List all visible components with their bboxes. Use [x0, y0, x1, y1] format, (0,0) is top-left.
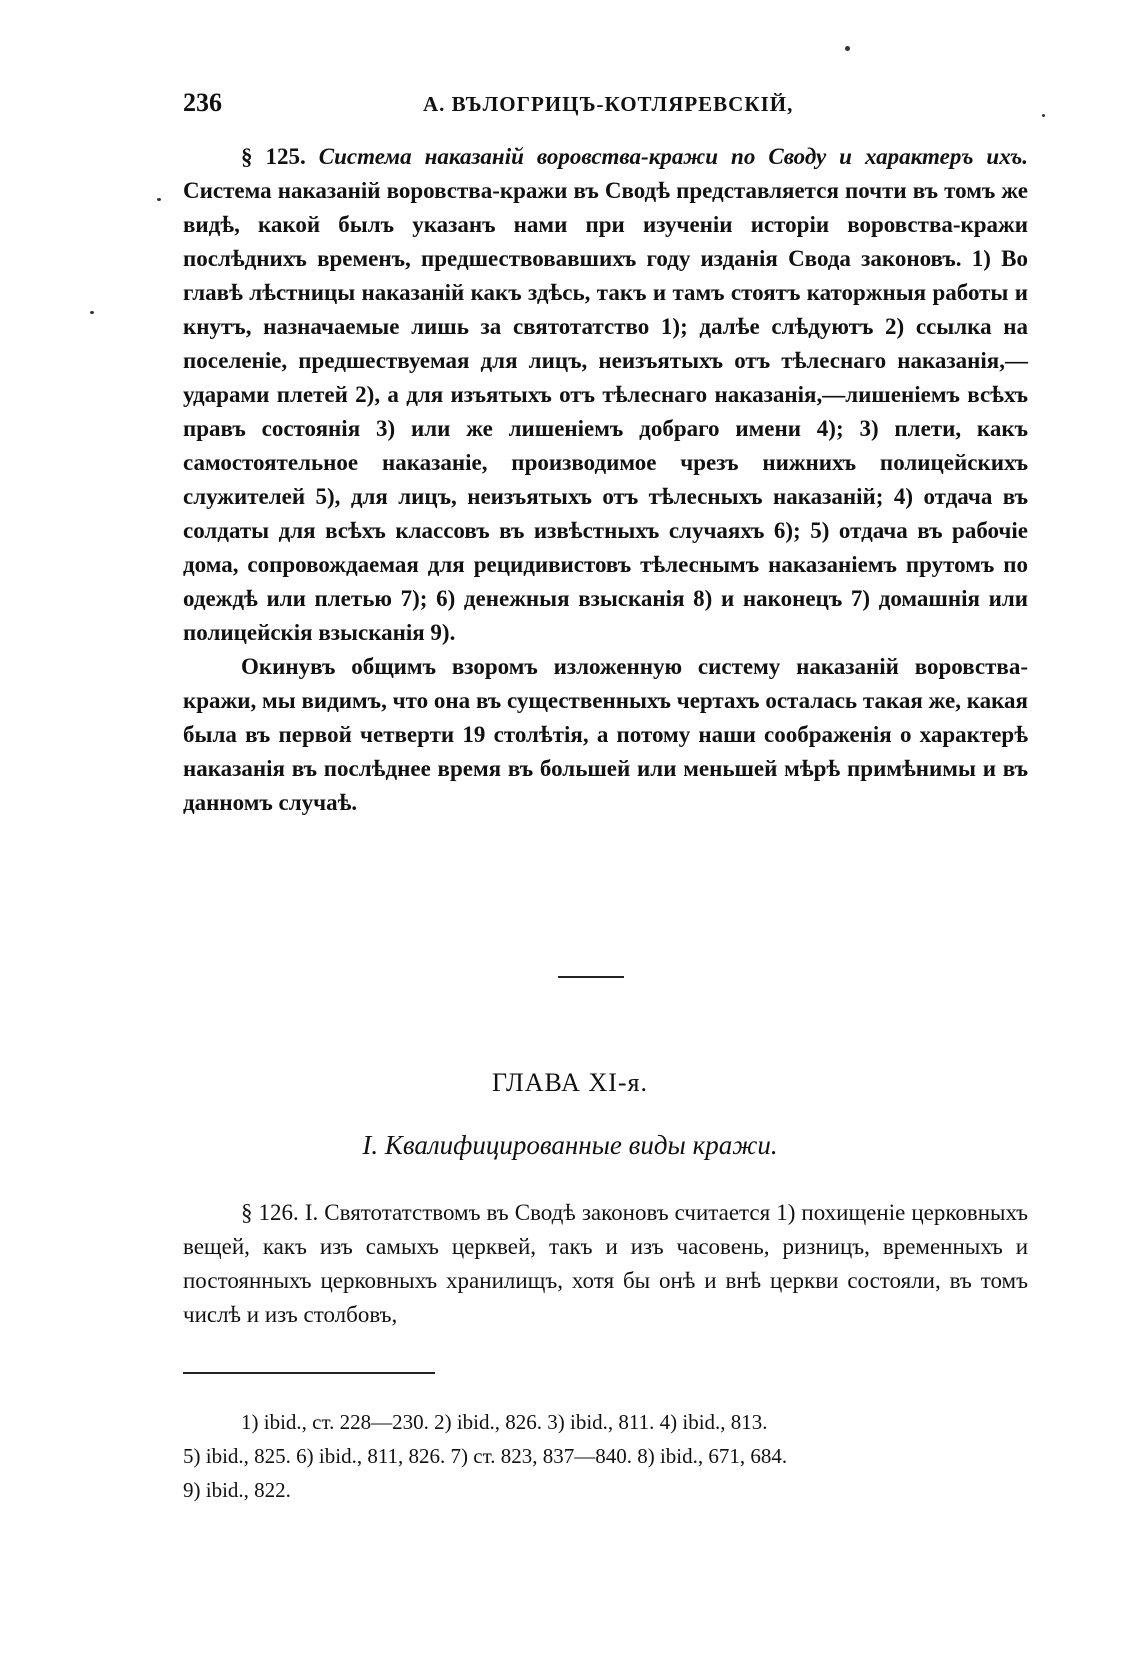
print-speck: [845, 46, 850, 51]
section-125-title: Система наказаній воровства-кражи по Своду и характеръ ихъ.: [318, 144, 1029, 169]
section-125-paragraph: [183, 140, 1028, 650]
running-head: А. ВЪЛОГРИЦЪ-КОТЛЯРЕВСКІЙ,: [423, 92, 794, 116]
print-speck: [90, 311, 94, 314]
footnote-line: 9) ibid., 822.: [183, 1478, 291, 1502]
page-number: 236: [183, 88, 222, 117]
section-125-text: Система наказаній воровства-кражи въ Сводѣ представляется почти въ томъ же видѣ, какой былъ указанъ нами при изученіи исторіи воровства-кражи послѣднихъ временъ, предшествовавшихъ году изданія Свода законовъ. 1) Во главѣ лѣстницы наказаній какъ здѣсь, такъ и тамъ стоятъ каторжныя работы и кнутъ, назначаемые лишь за святотатство 1); далѣе слѣдуютъ 2) ссылка на поселеніе, предшествуемая для лицъ, неизъятыхъ отъ тѣлеснаго наказанія,—ударами плетей 2), а для изъятыхъ отъ тѣлеснаго наказанія,—лишеніемъ всѣхъ правъ состоянія 3) или же лишеніемъ добраго имени 4); 3) плети, какъ самостоятельное наказаніе, производимое чрезъ нижнихъ полицейскихъ служителей 5), для лицъ, неизъятыхъ отъ тѣлесныхъ наказаній; 4) отдача въ солдаты для всѣхъ классовъ въ извѣстныхъ случаяхъ 6); 5) отдача въ рабочіе дома, сопровождаемая для рецидивистовъ тѣлеснымъ наказаніемъ прутомъ по одеждѣ или плетью 7); 6) денежныя взысканія 8) и наконецъ 7) домашнія или полицейскія взысканія 9).: [183, 178, 1028, 645]
chapter-title: ГЛАВА XI-я.: [491, 1068, 649, 1097]
chapter-subtitle: I. Квалифицированные виды кражи.: [362, 1130, 778, 1160]
print-speck: [1042, 114, 1045, 117]
section-126: [183, 1196, 1028, 1332]
footnote-line: 1) ibid., ст. 228—230. 2) ibid., 826. 3) ibid., 811. 4) ibid., 813.: [241, 1410, 768, 1434]
page-header: [183, 88, 1028, 128]
section-125: [183, 140, 1028, 820]
footnotes: [183, 1405, 1028, 1507]
section-126-paragraph: § 126. I. Святотатствомъ въ Сводѣ законовъ считается 1) похищеніе церковныхъ вещей, какъ изъ самыхъ церквей, такъ и изъ часовень, ризницъ, временныхъ и постоянныхъ церковныхъ хранилищъ, хотя бы онѣ и внѣ церкви состояли, въ томъ числѣ и изъ столбовъ,: [183, 1200, 1028, 1327]
footnote-line: 5) ibid., 825. 6) ibid., 811, 826. 7) ст. 823, 837—840. 8) ibid., 671, 684.: [183, 1444, 788, 1468]
section-divider: [558, 976, 624, 978]
print-speck: [157, 198, 161, 201]
footnote-rule: [183, 1372, 435, 1374]
section-125-number: § 125.: [241, 144, 306, 169]
section-125-paragraph-2: Окинувъ общимъ взоромъ изложенную систему наказаній воровства-кражи, мы видимъ, что она въ существенныхъ чертахъ осталась такая же, какая была въ первой четверти 19 столѣтія, а потому наши соображенія о характерѣ наказанія въ послѣднее время въ большей или меньшей мѣрѣ примѣнимы и въ данномъ случаѣ.: [183, 654, 1028, 815]
